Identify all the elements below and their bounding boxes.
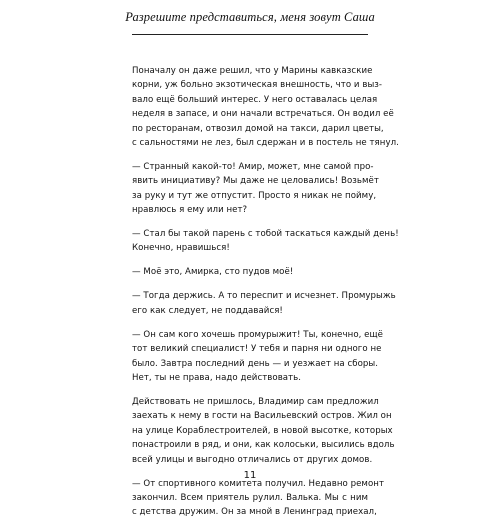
text-line: всей улицы и выгодно отличались от других домов.	[132, 454, 373, 465]
text-line: — Стал бы такой парень с тобой таскаться каждый день!	[132, 229, 399, 240]
text-line: закончил. Всем приятель рулил. Валька. Мы с ним	[132, 492, 368, 503]
text-line: по ресторанам, отвозил домой на такси, дарил цветы,	[132, 123, 384, 134]
text-line: на улице Кораблестроителей, в новой высотке, которых	[132, 425, 393, 436]
paragraph	[132, 160, 379, 218]
text-line: Конечно, нравишься!	[132, 243, 230, 254]
running-header: Разрешите представиться, меня зовут Саша	[125, 10, 375, 24]
paragraph	[132, 265, 368, 279]
text-line: корни, уж больно экзотическая внешность, что и выз-	[132, 80, 383, 91]
paragraph	[132, 289, 396, 318]
text-line: вало ещё больший интерес. У него оставалась целая	[132, 94, 378, 105]
header-rule	[132, 34, 368, 35]
text-line: его как следует, не поддавайся!	[132, 305, 283, 316]
paragraph	[132, 64, 399, 150]
text-line: Действовать не пришлось, Владимир сам предложил	[132, 396, 379, 407]
text-line: неделя в запасе, и они начали встречаться. Он водил её	[132, 109, 394, 120]
paragraph	[132, 328, 384, 386]
body-text	[132, 64, 399, 529]
text-line: — От спортивного комитета получил. Недавно ремонт	[132, 478, 384, 489]
paragraph	[132, 395, 395, 467]
page-number: 11	[243, 470, 257, 481]
paragraph	[132, 227, 399, 256]
text-line: Поначалу он даже решил, что у Марины кавказские	[132, 66, 373, 76]
text-line: явить инициативу? Мы даже не целовались! Возьмёт	[132, 176, 379, 187]
text-line: — Странный какой-то! Амир, может, мне самой про-	[132, 161, 374, 172]
text-line: тот великий специалист! У тебя и парня ни одного не	[132, 344, 382, 355]
text-line: за руку и тут же отпустит. Просто я никак не пойму,	[132, 190, 377, 201]
text-line: Нет, ты не права, надо действовать.	[132, 373, 302, 383]
text-line: — Моё это, Амирка, сто пудов моё!	[132, 267, 294, 278]
paragraph	[132, 477, 384, 520]
text-line: с сальностями не лез, был сдержан и в постель не тянул.	[132, 137, 399, 148]
text-line: заехать к нему в гости на Васильевский остров. Жил он	[132, 411, 392, 422]
text-line: нравлюсь я ему или нет?	[132, 205, 248, 216]
text-line: понастроили в ряд, и они, как колоськи, высились вдоль	[132, 440, 395, 451]
text-line: — Тогда держись. А то переспит и исчезнет. Промурыжь	[132, 291, 396, 302]
text-line: с детства дружим. Он за мной в Ленинград приехал,	[132, 507, 377, 518]
text-line: — Он сам кого хочешь промурыжит! Ты, конечно, ещё	[132, 329, 384, 340]
text-line: было. Завтра последний день — и уезжает на сборы.	[132, 358, 379, 369]
